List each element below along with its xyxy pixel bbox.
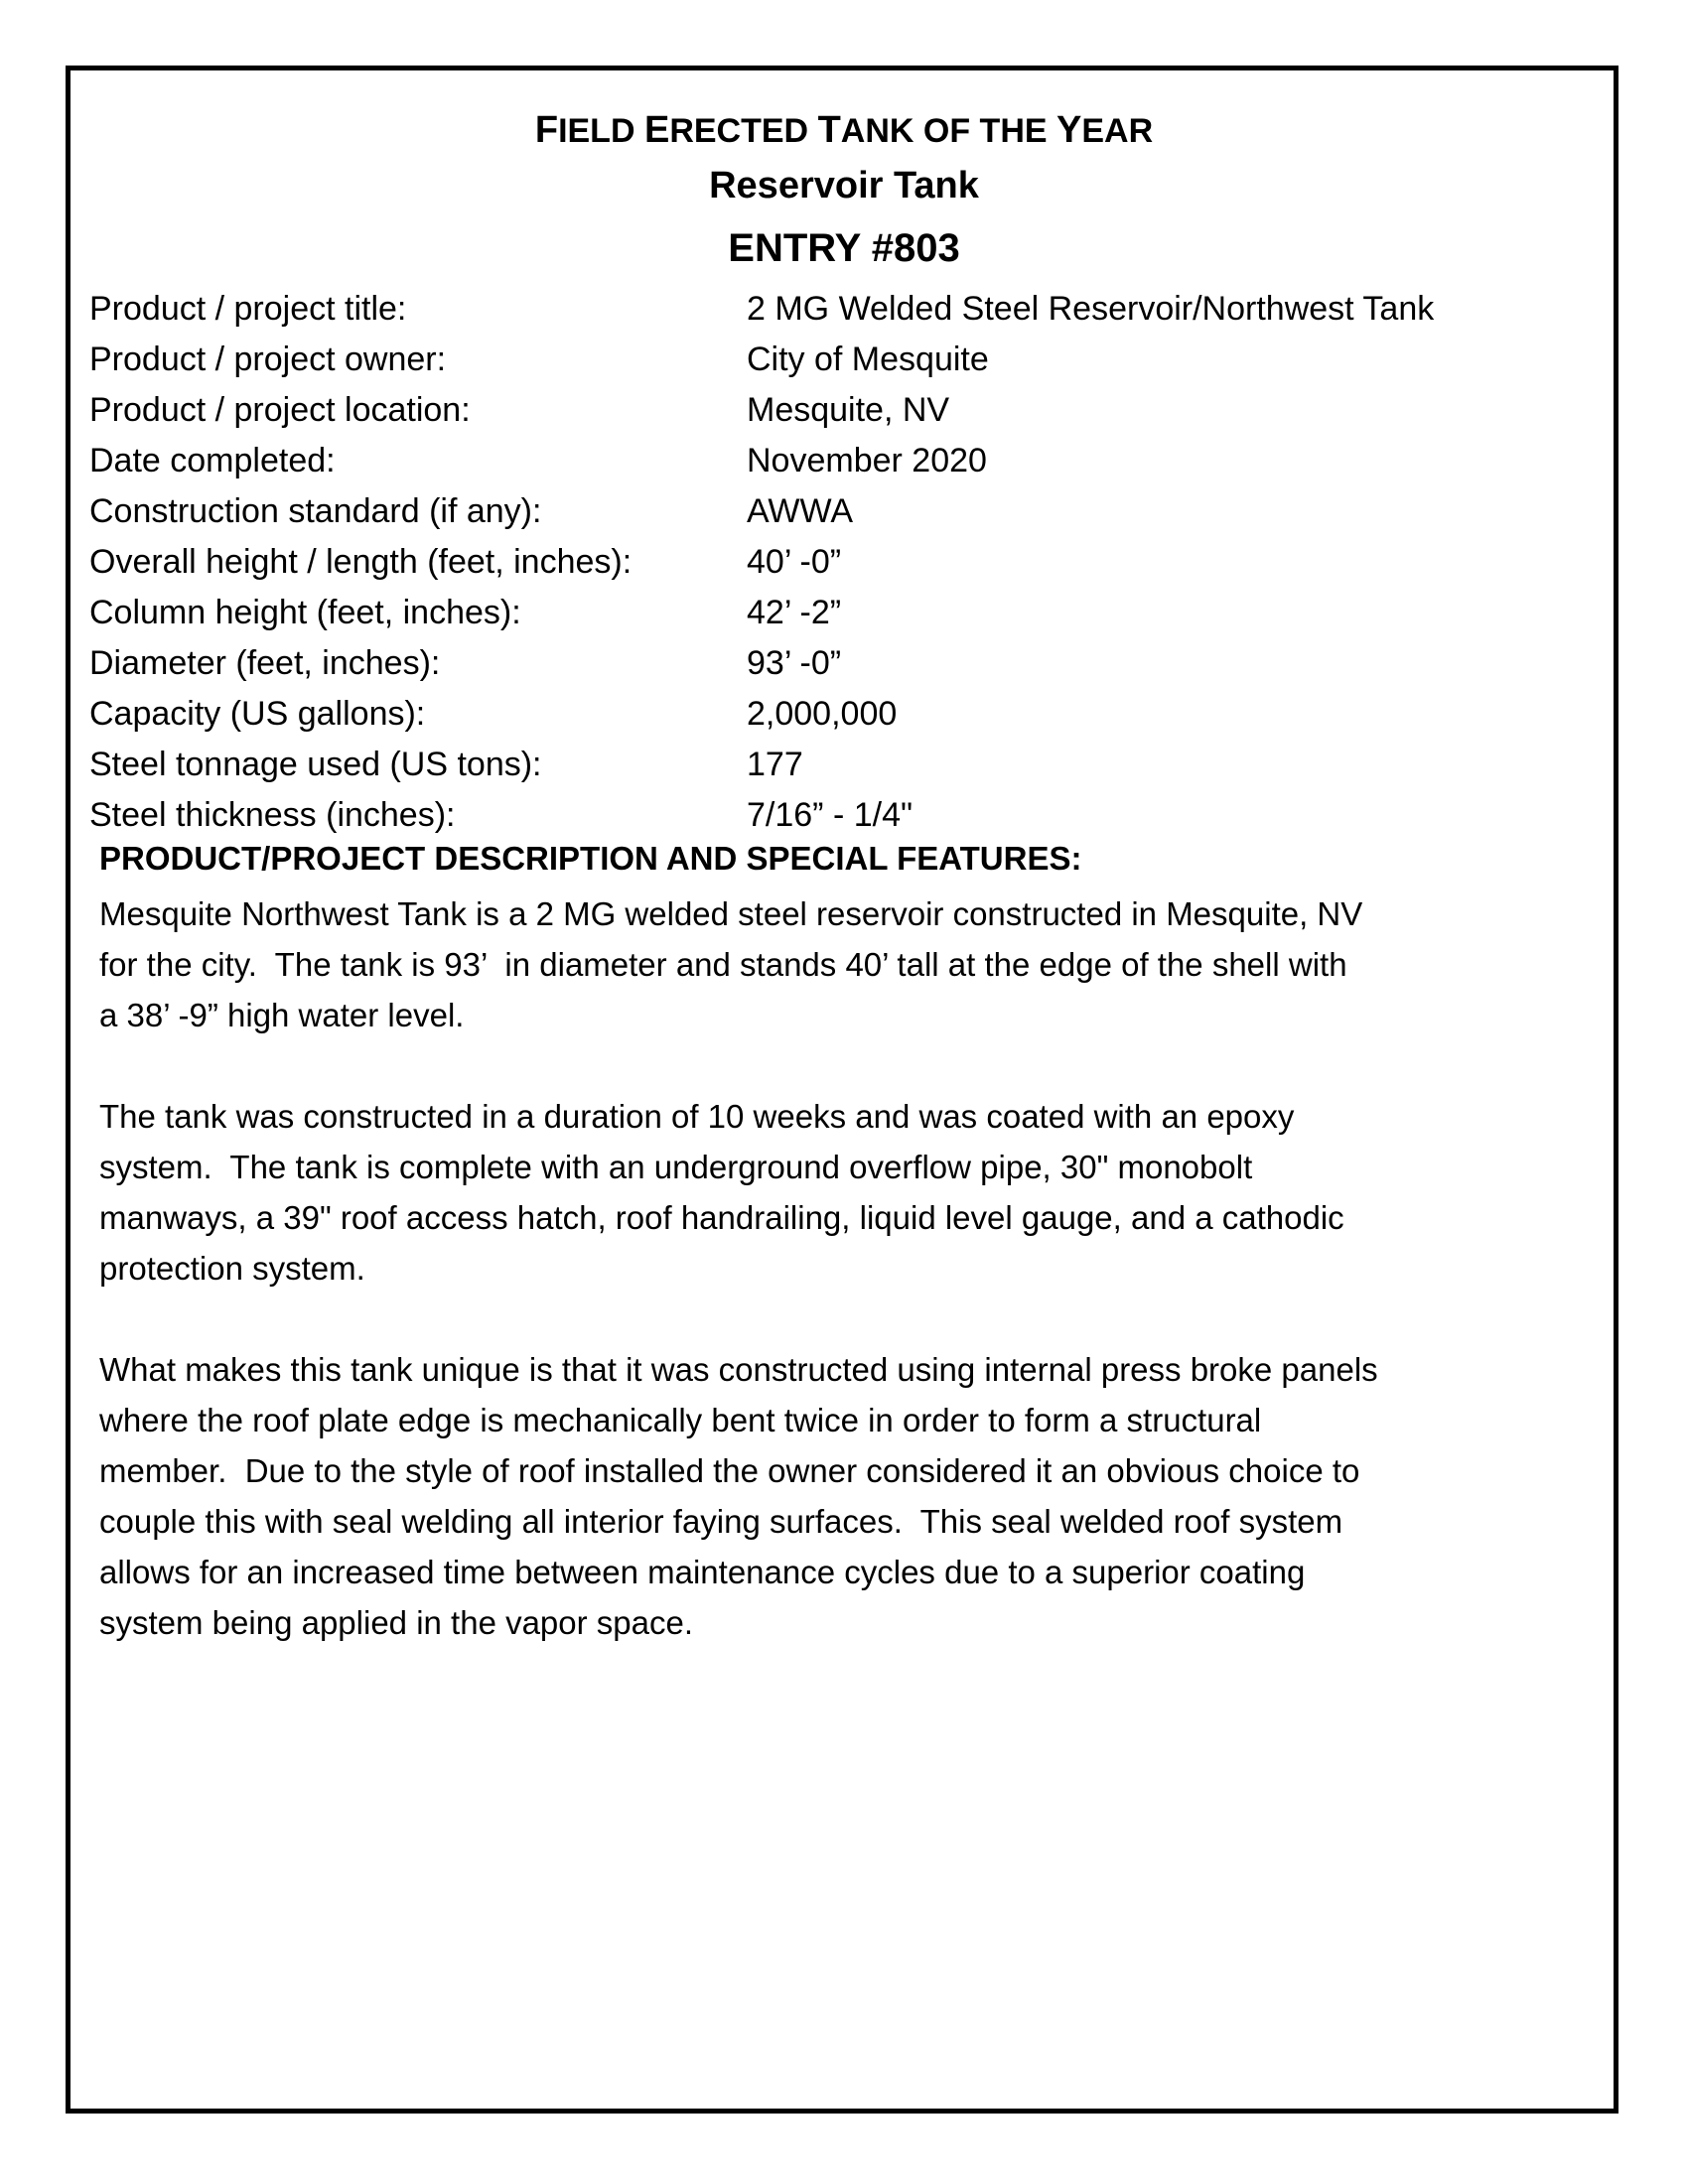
description-line: member. Due to the style of roof installed the owner considered it an obvious choice to [99,1452,1360,1489]
award-title-cap: F [534,109,559,151]
spec-value: AWWA [747,492,854,530]
description-paragraph [99,888,1589,1040]
description-line: Mesquite Northwest Tank is a 2 MG welded steel reservoir constructed in Mesquite, NV [99,895,1363,932]
description-paragraph [99,1091,1589,1294]
spec-row [89,537,1559,588]
description-line: protection system. [99,1250,365,1287]
spec-value: 177 [747,746,803,783]
spec-label: Column height (feet, inches): [89,594,521,631]
spec-label: Diameter (feet, inches): [89,644,441,682]
description-line: couple this with seal welding all interior faying surfaces. This seal welded roof system [99,1503,1343,1540]
spec-label: Date completed: [89,442,336,479]
description-line: manways, a 39" roof access hatch, roof handrailing, liquid level gauge, and a cathodic [99,1199,1344,1236]
description-body [99,888,1589,1699]
spec-value: 2,000,000 [747,695,898,733]
description-line: system. The tank is complete with an underground overflow pipe, 30" monobolt [99,1149,1253,1185]
award-title-rest: IELD [558,112,644,150]
award-title-rest: ANK OF THE [840,112,1056,150]
spec-row [89,740,1559,790]
spec-row [89,436,1559,486]
spec-row [89,284,1559,335]
award-title [0,109,1688,152]
award-title-rest: EAR [1081,112,1154,150]
spec-value: 93’ -0” [747,644,842,682]
spec-label: Steel thickness (inches): [89,796,456,834]
spec-row [89,486,1559,537]
spec-row [89,335,1559,385]
description-line: a 38’ -9” high water level. [99,997,465,1033]
spec-value: 2 MG Welded Steel Reservoir/Northwest Tank [747,290,1435,328]
description-paragraph [99,1344,1589,1648]
spec-value: 7/16” - 1/4" [747,796,914,834]
spec-value: City of Mesquite [747,341,989,378]
spec-row [89,638,1559,689]
entry-number: ENTRY #803 [728,226,960,270]
spec-value: Mesquite, NV [747,391,950,429]
description-line: allows for an increased time between maintenance cycles due to a superior coating [99,1554,1306,1590]
description-heading: PRODUCT/PROJECT DESCRIPTION AND SPECIAL FEATURES: [99,840,1082,877]
spec-value: November 2020 [747,442,987,479]
award-title-cap: Y [1056,109,1082,151]
spec-row [89,689,1559,740]
description-line: What makes this tank unique is that it was constructed using internal press broke panels [99,1351,1378,1388]
award-title-rest: RECTED [669,112,818,150]
spec-label: Product / project owner: [89,341,447,378]
spec-label: Product / project title: [89,290,407,328]
award-title-cap: T [817,109,841,151]
spec-value: 42’ -2” [747,594,842,631]
spec-label: Construction standard (if any): [89,492,542,530]
description-line: system being applied in the vapor space. [99,1604,694,1641]
spec-table [89,284,1559,841]
spec-row [89,790,1559,841]
award-title-cap: E [643,109,670,151]
spec-label: Product / project location: [89,391,471,429]
category-title: Reservoir Tank [709,165,979,206]
description-line: The tank was constructed in a duration of 10 weeks and was coated with an epoxy [99,1098,1295,1135]
spec-label: Steel tonnage used (US tons): [89,746,542,783]
spec-label: Overall height / length (feet, inches): [89,543,633,581]
spec-row [89,385,1559,436]
description-line: for the city. The tank is 93’ in diameter and stands 40’ tall at the edge of the shell with [99,946,1347,983]
description-line: where the roof plate edge is mechanically bent twice in order to form a structural [99,1402,1262,1438]
spec-row [89,588,1559,638]
spec-label: Capacity (US gallons): [89,695,426,733]
spec-value: 40’ -0” [747,543,842,581]
